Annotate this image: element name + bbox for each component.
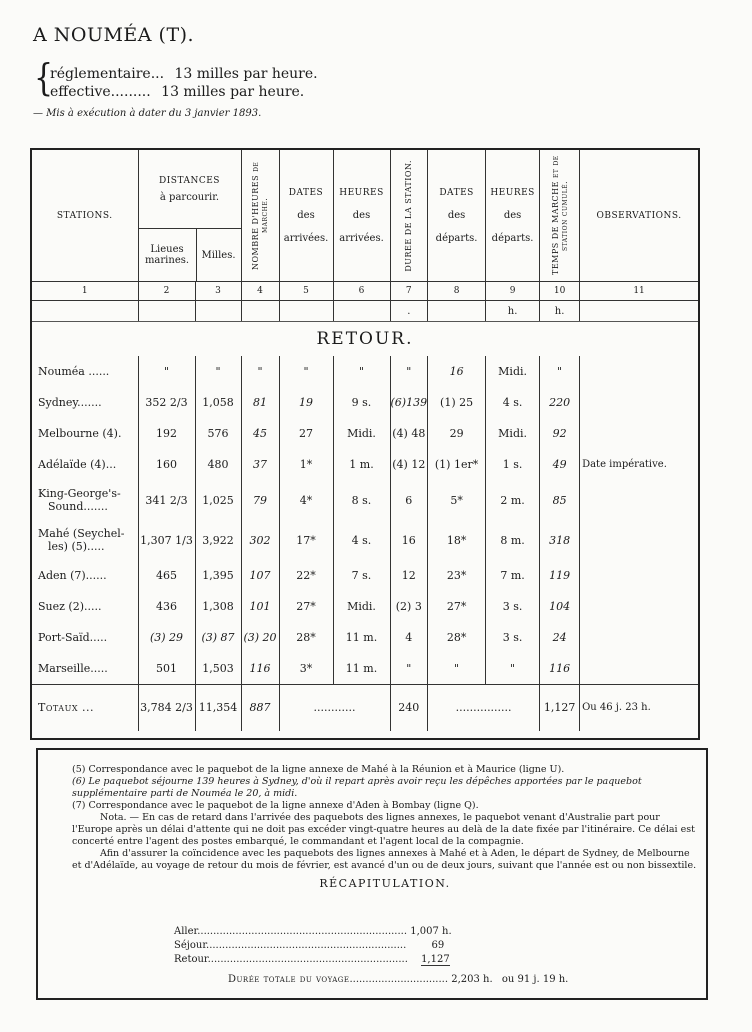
cell-observation xyxy=(580,653,698,684)
cell-temps: 318 xyxy=(540,520,580,560)
cell-heures: " xyxy=(241,356,279,387)
recap-label: Retour xyxy=(174,954,208,965)
totals-heures: 887 xyxy=(241,684,279,731)
cell-observation xyxy=(580,480,698,520)
footnote-5: (5) Correspondance avec le paquebot de la ligne annexe de Mahé à la Réunion et à Maurice (ligne U). xyxy=(72,764,565,775)
station-line: Nouméa ...... xyxy=(38,365,110,378)
cell-date-arr: " xyxy=(279,356,333,387)
cell-milles: (3) 87 xyxy=(195,622,241,653)
cell-date-arr: 4* xyxy=(279,480,333,520)
table-row xyxy=(32,356,698,387)
col-number: 7 xyxy=(390,282,428,301)
cell-observation: Date impérative. xyxy=(580,449,698,480)
station-name xyxy=(32,387,138,418)
speed-reglementaire xyxy=(50,66,318,82)
cell-date-dep: (1) 1er* xyxy=(428,449,486,480)
cell-heure-dep: 8 m. xyxy=(486,520,540,560)
speed-value: 13 milles par heure. xyxy=(174,66,318,82)
cell-heure-dep: 1 s. xyxy=(486,449,540,480)
cell-duree: 4 xyxy=(390,622,428,653)
recap-total: Durée totale du voyage............................... 2,203 h. ou 91 j. 19 h. xyxy=(228,974,569,985)
recap-value: 1,127 xyxy=(421,954,450,965)
cell-lieues: 352 2/3 xyxy=(138,387,195,418)
cell-observation xyxy=(580,560,698,591)
speed-effective xyxy=(50,84,304,100)
header-observations: OBSERVATIONS. xyxy=(580,150,698,282)
cell-milles: 1,058 xyxy=(195,387,241,418)
totals-obs: Ou 46 j. 23 h. xyxy=(580,684,698,731)
cell-heure-dep: 4 s. xyxy=(486,387,540,418)
recap-aller: Aller.................................................................. 1,007 h. xyxy=(174,926,452,937)
cell-heures: 116 xyxy=(241,653,279,684)
cell-heure-arr: 9 s. xyxy=(333,387,390,418)
header-temps-marche: TEMPS DE MARCHE et de station cumulé. xyxy=(540,150,580,282)
totals-dots: ................ xyxy=(428,684,540,731)
totals-row xyxy=(32,684,698,731)
header-dates-arrivees: DATES des arrivées. xyxy=(279,150,333,282)
col-number: 4 xyxy=(241,282,279,301)
station-line: Sound....... xyxy=(48,500,108,513)
cell-temps: 24 xyxy=(540,622,580,653)
station-name xyxy=(32,520,138,560)
col-number: 6 xyxy=(333,282,390,301)
recap-value: 1,007 h. xyxy=(410,926,452,937)
cell-duree: " xyxy=(390,356,428,387)
header-duree-station: DURÉE DE LA STATION. xyxy=(390,150,428,282)
cell-heures: 101 xyxy=(241,591,279,622)
cell-lieues: 1,307 1/3 xyxy=(138,520,195,560)
header-dates-departs: DATES des départs. xyxy=(428,150,486,282)
table-row xyxy=(32,418,698,449)
station-line: Mahé (Seychel- xyxy=(38,527,125,540)
header-heures-departs: HEURES des départs. xyxy=(486,150,540,282)
cell-heures: (3) 20 xyxy=(241,622,279,653)
station-line: King-George's- xyxy=(38,487,121,500)
cell-observation xyxy=(580,520,698,560)
cell-observation xyxy=(580,418,698,449)
cell-heures: 37 xyxy=(241,449,279,480)
station-line: Port-Saïd..... xyxy=(38,631,108,644)
cell-observation xyxy=(580,387,698,418)
col-number: 11 xyxy=(580,282,698,301)
cell-milles: 1,308 xyxy=(195,591,241,622)
footnote-7: (7) Correspondance avec le paquebot de la ligne annexe d'Aden à Bombay (ligne Q). xyxy=(72,800,479,811)
table-row xyxy=(32,560,698,591)
station-line: Sydney....... xyxy=(38,396,102,409)
section-title: RETOUR. xyxy=(316,329,414,349)
cell-date-dep: " xyxy=(428,653,486,684)
column-number-row xyxy=(32,282,698,301)
speed-value: 13 milles par heure. xyxy=(161,84,305,100)
cell-date-dep: 18* xyxy=(428,520,486,560)
recap-total-value: 2,203 h. xyxy=(451,974,493,985)
cell-heure-dep: 2 m. xyxy=(486,480,540,520)
cell-date-arr: 17* xyxy=(279,520,333,560)
cell-duree: (2) 3 xyxy=(390,591,428,622)
cell-heures: 302 xyxy=(241,520,279,560)
cell-lieues: " xyxy=(138,356,195,387)
cell-temps: 49 xyxy=(540,449,580,480)
footnote-nota: Nota. — En cas de retard dans l'arrivée des paquebots des lignes annexes, le paquebot venant d'Australie part pour l'Europe après un délai d'attente qui ne doit pas excéder vingt-quatre heures au delà de la date fixée par l'itinéraire. Ce délai est concerté entre l'agent des postes embarqué, le commandant et l'agent local de la compagnie. xyxy=(72,812,695,847)
cell-temps: 119 xyxy=(540,560,580,591)
speed-brace: { xyxy=(34,56,54,101)
recap-retour: Retour............................................................... 1,127 xyxy=(174,954,450,965)
recap-label: Séjour xyxy=(174,940,207,951)
cell-lieues: 436 xyxy=(138,591,195,622)
footnotes-box xyxy=(36,748,708,1000)
cell-heure-arr: 11 m. xyxy=(333,653,390,684)
col-number: 8 xyxy=(428,282,486,301)
cell-date-arr: 3* xyxy=(279,653,333,684)
cell-observation xyxy=(580,591,698,622)
cell-milles: " xyxy=(195,356,241,387)
col-number: 5 xyxy=(279,282,333,301)
cell-date-dep: 28* xyxy=(428,622,486,653)
cell-milles: 576 xyxy=(195,418,241,449)
cell-lieues: 160 xyxy=(138,449,195,480)
recap-value: 69 xyxy=(431,940,445,951)
header-distances xyxy=(138,150,241,282)
timetable xyxy=(30,148,700,740)
cell-observation xyxy=(580,356,698,387)
cell-date-arr: 28* xyxy=(279,622,333,653)
cell-heures: 79 xyxy=(241,480,279,520)
cell-heure-arr: Midi. xyxy=(333,418,390,449)
cell-temps: " xyxy=(540,356,580,387)
cell-duree: 16 xyxy=(390,520,428,560)
cell-heure-arr: Midi. xyxy=(333,591,390,622)
effective-date-note: — Mis à exécution à dater du 3 janvier 1893. xyxy=(33,108,262,119)
station-name xyxy=(32,356,138,387)
recap-total-label: Durée totale du voyage xyxy=(228,974,350,985)
table-row xyxy=(32,480,698,520)
distances-subtitle: à parcourir. xyxy=(159,191,220,203)
distances-title: DISTANCES xyxy=(159,175,220,186)
station-name xyxy=(32,622,138,653)
recap-title: RÉCAPITULATION. xyxy=(319,877,451,890)
cell-observation xyxy=(580,622,698,653)
cell-date-arr: 22* xyxy=(279,560,333,591)
totals-dots: ............ xyxy=(279,684,390,731)
cell-date-arr: 27 xyxy=(279,418,333,449)
recap-sejour: Séjour............................................................... 69 xyxy=(174,940,445,951)
speed-label: réglementaire... xyxy=(50,66,165,82)
header-stations: STATIONS. xyxy=(32,150,138,282)
timetable-grid xyxy=(32,150,698,731)
cell-heure-arr: 1 m. xyxy=(333,449,390,480)
section-row xyxy=(32,322,698,357)
header-heures-arrivees: HEURES des arrivées. xyxy=(333,150,390,282)
header-milles: Milles. xyxy=(201,249,236,261)
cell-heure-dep: 7 m. xyxy=(486,560,540,591)
cell-date-arr: 19 xyxy=(279,387,333,418)
cell-lieues: (3) 29 xyxy=(138,622,195,653)
cell-heure-arr: 11 m. xyxy=(333,622,390,653)
cell-date-dep: 16 xyxy=(428,356,486,387)
table-row xyxy=(32,387,698,418)
totals-lieues: 3,784 2/3 xyxy=(138,684,195,731)
cell-date-dep: (1) 25 xyxy=(428,387,486,418)
cell-heures: 45 xyxy=(241,418,279,449)
totals-milles: 11,354 xyxy=(195,684,241,731)
cell-heure-arr: 8 s. xyxy=(333,480,390,520)
station-line: les) (5)..... xyxy=(48,540,105,553)
header-lieues: Lieues marines. xyxy=(139,229,197,281)
cell-duree: (4) 12 xyxy=(390,449,428,480)
col-number: 1 xyxy=(32,282,138,301)
table-row xyxy=(32,653,698,684)
table-row xyxy=(32,622,698,653)
cell-date-dep: 29 xyxy=(428,418,486,449)
cell-temps: 220 xyxy=(540,387,580,418)
cell-lieues: 341 2/3 xyxy=(138,480,195,520)
cell-temps: 104 xyxy=(540,591,580,622)
cell-temps: 116 xyxy=(540,653,580,684)
col-number: 3 xyxy=(195,282,241,301)
cell-heure-dep: Midi. xyxy=(486,418,540,449)
table-row xyxy=(32,449,698,480)
station-name xyxy=(32,591,138,622)
footnote-coincidence: Afin d'assurer la coïncidence avec les paquebots des lignes annexes à Mahé et à Aden, le départ de Sydney, de Melbourne et d'Adélaïde, au voyage de retour du mois de février, est avancé d'un ou de deux jours, suivant que l'année est ou non bissextile. xyxy=(72,848,697,871)
cell-heure-arr: " xyxy=(333,356,390,387)
cell-heures: 107 xyxy=(241,560,279,591)
cell-duree: " xyxy=(390,653,428,684)
station-name xyxy=(32,560,138,591)
cell-date-arr: 27* xyxy=(279,591,333,622)
speed-label: effective......... xyxy=(50,84,151,100)
station-line: Aden (7)...... xyxy=(38,569,107,582)
header-nombre-heures: NOMBRE D'HEURES de marche. xyxy=(241,150,279,282)
cell-heure-dep: 3 s. xyxy=(486,622,540,653)
cell-heure-dep: " xyxy=(486,653,540,684)
station-line: Melbourne (4). xyxy=(38,427,122,440)
col-number: 2 xyxy=(138,282,195,301)
unit-row xyxy=(32,301,698,322)
recap-total-days: ou 91 j. 19 h. xyxy=(501,974,569,985)
cell-milles: 1,025 xyxy=(195,480,241,520)
totals-label: Totaux ... xyxy=(32,684,138,731)
recap-label: Aller xyxy=(174,926,198,937)
cell-milles: 1,395 xyxy=(195,560,241,591)
cell-milles: 480 xyxy=(195,449,241,480)
station-line: Adélaïde (4)... xyxy=(38,458,117,471)
cell-heure-arr: 7 s. xyxy=(333,560,390,591)
table-row xyxy=(32,520,698,560)
col-number: 9 xyxy=(486,282,540,301)
footnote-6: (6) Le paquebot séjourne 139 heures à Sydney, d'où il repart après avoir reçu les dépêches apportées par le paquebot supplémentaire parti de Nouméa le 20, à midi. xyxy=(72,776,642,799)
cell-heures: 81 xyxy=(241,387,279,418)
unit-heure-dep: h. xyxy=(486,301,540,322)
cell-temps: 92 xyxy=(540,418,580,449)
page-title: A NOUMÉA (T). xyxy=(33,24,195,46)
station-line: Suez (2)..... xyxy=(38,600,102,613)
cell-heure-dep: Midi. xyxy=(486,356,540,387)
station-name xyxy=(32,480,138,520)
cell-date-dep: 23* xyxy=(428,560,486,591)
cell-duree: 6 xyxy=(390,480,428,520)
totals-duree: 240 xyxy=(390,684,428,731)
table-row xyxy=(32,591,698,622)
cell-lieues: 501 xyxy=(138,653,195,684)
station-name xyxy=(32,653,138,684)
cell-date-arr: 1* xyxy=(279,449,333,480)
col-number: 10 xyxy=(540,282,580,301)
cell-milles: 3,922 xyxy=(195,520,241,560)
cell-heure-dep: 3 s. xyxy=(486,591,540,622)
cell-milles: 1,503 xyxy=(195,653,241,684)
cell-duree: (6)139 xyxy=(390,387,428,418)
cell-temps: 85 xyxy=(540,480,580,520)
cell-heure-arr: 4 s. xyxy=(333,520,390,560)
station-name xyxy=(32,418,138,449)
station-line: Marseille..... xyxy=(38,661,108,675)
totals-temps: 1,127 xyxy=(540,684,580,731)
unit-duree: . xyxy=(390,301,428,322)
cell-lieues: 465 xyxy=(138,560,195,591)
cell-lieues: 192 xyxy=(138,418,195,449)
cell-duree: 12 xyxy=(390,560,428,591)
unit-temps: h. xyxy=(540,301,580,322)
cell-duree: (4) 48 xyxy=(390,418,428,449)
cell-date-dep: 27* xyxy=(428,591,486,622)
cell-date-dep: 5* xyxy=(428,480,486,520)
station-name xyxy=(32,449,138,480)
